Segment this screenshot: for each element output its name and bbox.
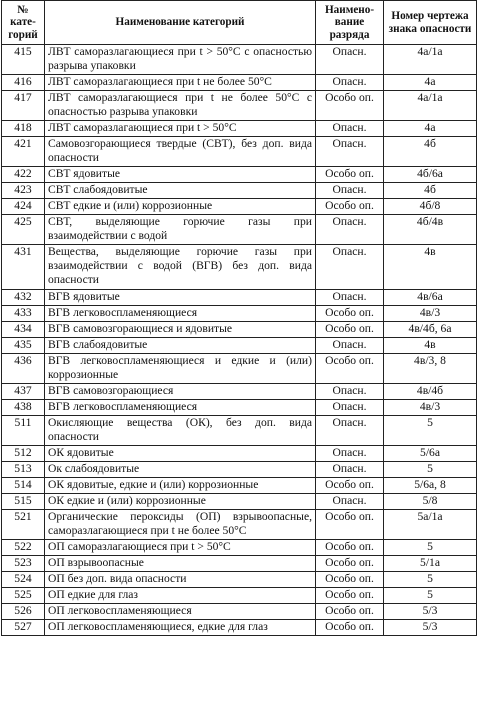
cell-name: ОП без доп. вида опасности bbox=[45, 572, 316, 588]
cell-num: 525 bbox=[2, 588, 45, 604]
cell-class: Опасн. bbox=[316, 416, 384, 446]
table-row bbox=[2, 245, 477, 290]
table-row bbox=[2, 167, 477, 183]
table-row bbox=[2, 137, 477, 167]
cell-code: 4а/1а bbox=[384, 45, 477, 75]
cell-name: СВТ, выделяющие горючие газы при взаимодействии с водой bbox=[45, 215, 316, 245]
cell-class: Опасн. bbox=[316, 446, 384, 462]
cell-class: Опасн. bbox=[316, 121, 384, 137]
table-row bbox=[2, 199, 477, 215]
cell-class: Особо оп. bbox=[316, 540, 384, 556]
cell-name: ВГВ самовозгорающиеся bbox=[45, 384, 316, 400]
cell-num: 514 bbox=[2, 478, 45, 494]
header-row bbox=[2, 1, 477, 45]
cell-num: 425 bbox=[2, 215, 45, 245]
cell-class: Особо оп. bbox=[316, 199, 384, 215]
cell-code: 5 bbox=[384, 462, 477, 478]
cell-code: 4в/3 bbox=[384, 306, 477, 322]
cell-class: Опасн. bbox=[316, 183, 384, 199]
table-body bbox=[2, 45, 477, 636]
cell-num: 423 bbox=[2, 183, 45, 199]
table-row bbox=[2, 215, 477, 245]
table-row bbox=[2, 121, 477, 137]
cell-class: Опасн. bbox=[316, 75, 384, 91]
cell-class: Опасн. bbox=[316, 245, 384, 290]
table-row bbox=[2, 620, 477, 636]
table-row bbox=[2, 416, 477, 446]
cell-name: Органические пероксиды (ОП) взрывоопасные, саморазлагающиеся при t не более 50°C bbox=[45, 510, 316, 540]
cell-name: ВГВ ядовитые bbox=[45, 290, 316, 306]
cell-num: 527 bbox=[2, 620, 45, 636]
table-row bbox=[2, 384, 477, 400]
cell-code: 5а/1а bbox=[384, 510, 477, 540]
cell-name: СВТ слабоядовитые bbox=[45, 183, 316, 199]
table-row bbox=[2, 306, 477, 322]
cell-name: ЛВТ саморазлагающиеся при t > 50°C с опасностью разрыва упаковки bbox=[45, 45, 316, 75]
cell-class: Опасн. bbox=[316, 462, 384, 478]
cell-name: ЛВТ саморазлагающиеся при t не более 50°C с опасностью разрыва упаковки bbox=[45, 91, 316, 121]
cell-code: 5 bbox=[384, 572, 477, 588]
cell-code: 5/6а bbox=[384, 446, 477, 462]
cell-class: Особо оп. bbox=[316, 167, 384, 183]
table-row bbox=[2, 494, 477, 510]
cell-name: Окисляющие вещества (ОК), без доп. вида опасности bbox=[45, 416, 316, 446]
cell-name: СВТ едкие и (или) коррозионные bbox=[45, 199, 316, 215]
cell-name: ОП саморазлагающиеся при t > 50°C bbox=[45, 540, 316, 556]
cell-class: Особо оп. bbox=[316, 620, 384, 636]
cell-num: 526 bbox=[2, 604, 45, 620]
cell-code: 4а bbox=[384, 121, 477, 137]
cell-code: 4а bbox=[384, 75, 477, 91]
cell-code: 4а/1а bbox=[384, 91, 477, 121]
cell-name: ОП едкие для глаз bbox=[45, 588, 316, 604]
table-row bbox=[2, 540, 477, 556]
cell-code: 5/8 bbox=[384, 494, 477, 510]
header-class: Наимено-вание разряда bbox=[316, 1, 384, 45]
cell-code: 5 bbox=[384, 540, 477, 556]
cell-num: 424 bbox=[2, 199, 45, 215]
table-row bbox=[2, 354, 477, 384]
cell-code: 4б bbox=[384, 183, 477, 199]
cell-class: Особо оп. bbox=[316, 322, 384, 338]
cell-class: Особо оп. bbox=[316, 556, 384, 572]
cell-class: Особо оп. bbox=[316, 306, 384, 322]
cell-class: Опасн. bbox=[316, 45, 384, 75]
cell-num: 417 bbox=[2, 91, 45, 121]
cell-name: ВГВ легковоспламеняющиеся bbox=[45, 400, 316, 416]
cell-name: Ок слабоядовитые bbox=[45, 462, 316, 478]
cell-num: 415 bbox=[2, 45, 45, 75]
cell-class: Особо оп. bbox=[316, 588, 384, 604]
table-row bbox=[2, 322, 477, 338]
cell-code: 4б bbox=[384, 137, 477, 167]
header-code: Номер чертежа знака опасности bbox=[384, 1, 477, 45]
table-row bbox=[2, 588, 477, 604]
cell-num: 434 bbox=[2, 322, 45, 338]
header-num: № кате-горий bbox=[2, 1, 45, 45]
cell-code: 4в/4б bbox=[384, 384, 477, 400]
table-row bbox=[2, 572, 477, 588]
cell-num: 431 bbox=[2, 245, 45, 290]
cell-code: 5/3 bbox=[384, 620, 477, 636]
cell-name: СВТ ядовитые bbox=[45, 167, 316, 183]
cell-code: 4в bbox=[384, 338, 477, 354]
cell-code: 4в/6а bbox=[384, 290, 477, 306]
table-row bbox=[2, 91, 477, 121]
cell-num: 513 bbox=[2, 462, 45, 478]
cell-class: Особо оп. bbox=[316, 510, 384, 540]
cell-num: 418 bbox=[2, 121, 45, 137]
cell-num: 437 bbox=[2, 384, 45, 400]
table-row bbox=[2, 462, 477, 478]
cell-class: Особо оп. bbox=[316, 478, 384, 494]
cell-class: Опасн. bbox=[316, 290, 384, 306]
cell-name: Вещества, выделяющие горючие газы при взаимодействии с водой (ВГВ) без доп. вида опасности bbox=[45, 245, 316, 290]
cell-class: Опасн. bbox=[316, 400, 384, 416]
cell-num: 521 bbox=[2, 510, 45, 540]
cell-num: 438 bbox=[2, 400, 45, 416]
cell-num: 515 bbox=[2, 494, 45, 510]
table-row bbox=[2, 183, 477, 199]
cell-code: 4в/4б, 6а bbox=[384, 322, 477, 338]
cell-class: Особо оп. bbox=[316, 354, 384, 384]
cell-class: Особо оп. bbox=[316, 572, 384, 588]
cell-name: ВГВ легковоспламеняющиеся и едкие и (или) коррозионные bbox=[45, 354, 316, 384]
cell-name: ЛВТ саморазлагающиеся при t не более 50°C bbox=[45, 75, 316, 91]
cell-class: Особо оп. bbox=[316, 604, 384, 620]
cell-num: 435 bbox=[2, 338, 45, 354]
cell-num: 512 bbox=[2, 446, 45, 462]
table-row bbox=[2, 400, 477, 416]
table-row bbox=[2, 45, 477, 75]
cell-code: 4б/8 bbox=[384, 199, 477, 215]
cell-code: 5/1а bbox=[384, 556, 477, 572]
header-name: Наименование категорий bbox=[45, 1, 316, 45]
table-row bbox=[2, 290, 477, 306]
cell-name: ОП легковоспламеняющиеся, едкие для глаз bbox=[45, 620, 316, 636]
table-row bbox=[2, 446, 477, 462]
cell-num: 433 bbox=[2, 306, 45, 322]
cell-code: 4б/6а bbox=[384, 167, 477, 183]
cell-code: 5 bbox=[384, 588, 477, 604]
cell-name: ЛВТ саморазлагающиеся при t > 50°C bbox=[45, 121, 316, 137]
table-row bbox=[2, 338, 477, 354]
cell-name: ОК едкие и (или) коррозионные bbox=[45, 494, 316, 510]
cell-code: 5/3 bbox=[384, 604, 477, 620]
cell-num: 421 bbox=[2, 137, 45, 167]
cell-name: ВГВ слабоядовитые bbox=[45, 338, 316, 354]
cell-name: ОК ядовитые bbox=[45, 446, 316, 462]
cell-name: ВГВ самовозгорающиеся и ядовитые bbox=[45, 322, 316, 338]
table-row bbox=[2, 604, 477, 620]
cell-num: 511 bbox=[2, 416, 45, 446]
cell-name: ОК ядовитые, едкие и (или) коррозионные bbox=[45, 478, 316, 494]
cell-class: Опасн. bbox=[316, 338, 384, 354]
cell-code: 5/6а, 8 bbox=[384, 478, 477, 494]
cell-class: Опасн. bbox=[316, 494, 384, 510]
cell-name: ВГВ легковоспламеняющиеся bbox=[45, 306, 316, 322]
cell-code: 5 bbox=[384, 416, 477, 446]
cell-num: 436 bbox=[2, 354, 45, 384]
cell-name: ОП легковоспламеняющиеся bbox=[45, 604, 316, 620]
table-row bbox=[2, 478, 477, 494]
table-row bbox=[2, 556, 477, 572]
cell-name: ОП взрывоопасные bbox=[45, 556, 316, 572]
cell-num: 523 bbox=[2, 556, 45, 572]
cell-num: 522 bbox=[2, 540, 45, 556]
cell-num: 416 bbox=[2, 75, 45, 91]
cell-code: 4в/3 bbox=[384, 400, 477, 416]
table-row bbox=[2, 75, 477, 91]
cell-class: Опасн. bbox=[316, 384, 384, 400]
cell-code: 4в bbox=[384, 245, 477, 290]
table-row bbox=[2, 510, 477, 540]
cell-num: 524 bbox=[2, 572, 45, 588]
cell-num: 432 bbox=[2, 290, 45, 306]
cell-class: Особо оп. bbox=[316, 91, 384, 121]
cell-class: Опасн. bbox=[316, 215, 384, 245]
cell-code: 4б/4в bbox=[384, 215, 477, 245]
cell-num: 422 bbox=[2, 167, 45, 183]
cell-code: 4в/3, 8 bbox=[384, 354, 477, 384]
hazard-categories-table bbox=[1, 0, 477, 636]
cell-class: Опасн. bbox=[316, 137, 384, 167]
cell-name: Самовозгорающиеся твердые (СВТ), без доп. вида опасности bbox=[45, 137, 316, 167]
